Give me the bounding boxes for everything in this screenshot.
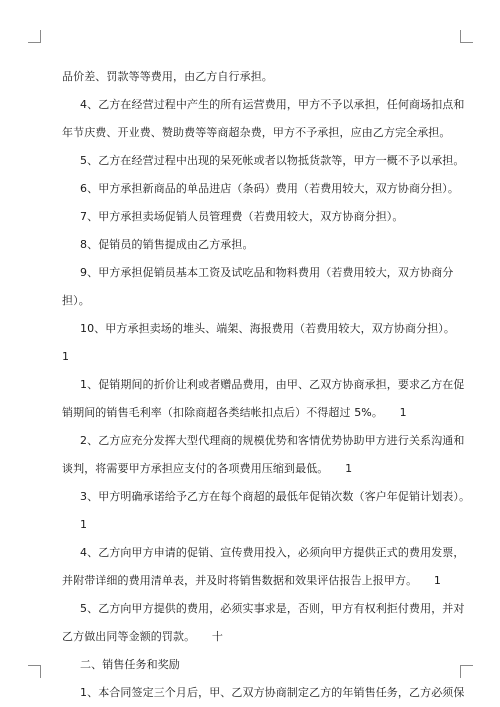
text-line: 1 — [80, 518, 88, 531]
text-line: 品价差、罚款等等费用，由乙方自行承担。 — [62, 70, 273, 83]
text-line: 乙方做出同等金额的罚款。 十 — [62, 630, 223, 643]
text-line: 2、乙方应充分发挥大型代理商的规模优势和客情优势协助甲方进行关系沟通和 — [80, 434, 465, 447]
text-line: 3、甲方明确承诺给予乙方在每个商超的最低年促销次数（客户年促销计划表）。 — [80, 490, 471, 503]
text-line: 4、乙方在经营过程中产生的所有运营费用，甲方不予以承担，任何商场扣点和 — [80, 98, 465, 111]
text-line: 5、乙方在经营过程中出现的呆死帐或者以物抵货款等，甲方一概不予以承担。 — [80, 154, 465, 167]
text-line: 8、促销员的销售提成由乙方承担。 — [80, 238, 254, 251]
text-line: 9、甲方承担促销员基本工资及试吃品和物料费用（若费用较大，双方协商分 — [80, 266, 454, 279]
text-line: 年节庆费、开业费、赞助费等等商超杂费，甲方不予承担，应由乙方完全承担。 — [62, 126, 451, 139]
text-line: 并附带详细的费用清单表，并及时将销售数据和效果评估报告上报甲方。 1 — [62, 574, 441, 587]
text-line: 4、乙方向甲方申请的促销、宣传费用投入，必须向甲方提供正式的费用发票， — [80, 546, 465, 559]
section-heading: 二、销售任务和奖励 — [80, 658, 180, 671]
text-line: 担）。 — [62, 294, 90, 307]
text-line: 10、甲方承担卖场的堆头、端架、海报费用（若费用较大，双方协商分担）。 — [80, 322, 455, 335]
text-line: 销期间的销售毛利率（扣除商超各类结帐扣点后）不得超过 5%。 1 — [62, 406, 407, 419]
text-line: 谈判，将需要甲方承担应支付的各项费用压缩到最低。 1 — [62, 462, 353, 475]
text-line: 7、甲方承担卖场促销人员管理费（若费用较大，双方协商分担）。 — [80, 210, 404, 223]
text-line: 6、甲方承担新商品的单品进店（条码）费用（若费用较大，双方协商分担）。 — [80, 182, 459, 195]
text-line: 5、乙方向甲方提供的费用，必须实事求是，否则，甲方有权利拒付费用，并对 — [80, 602, 465, 615]
text-line: 1、本合同签定三个月后，甲、乙双方协商制定乙方的年销售任务，乙方必须保 — [80, 686, 465, 699]
text-line: 1、促销期间的折价让利或者赠品费用，由甲、乙双方协商承担，要求乙方在促 — [80, 378, 465, 391]
text-line: 1 — [62, 350, 70, 363]
